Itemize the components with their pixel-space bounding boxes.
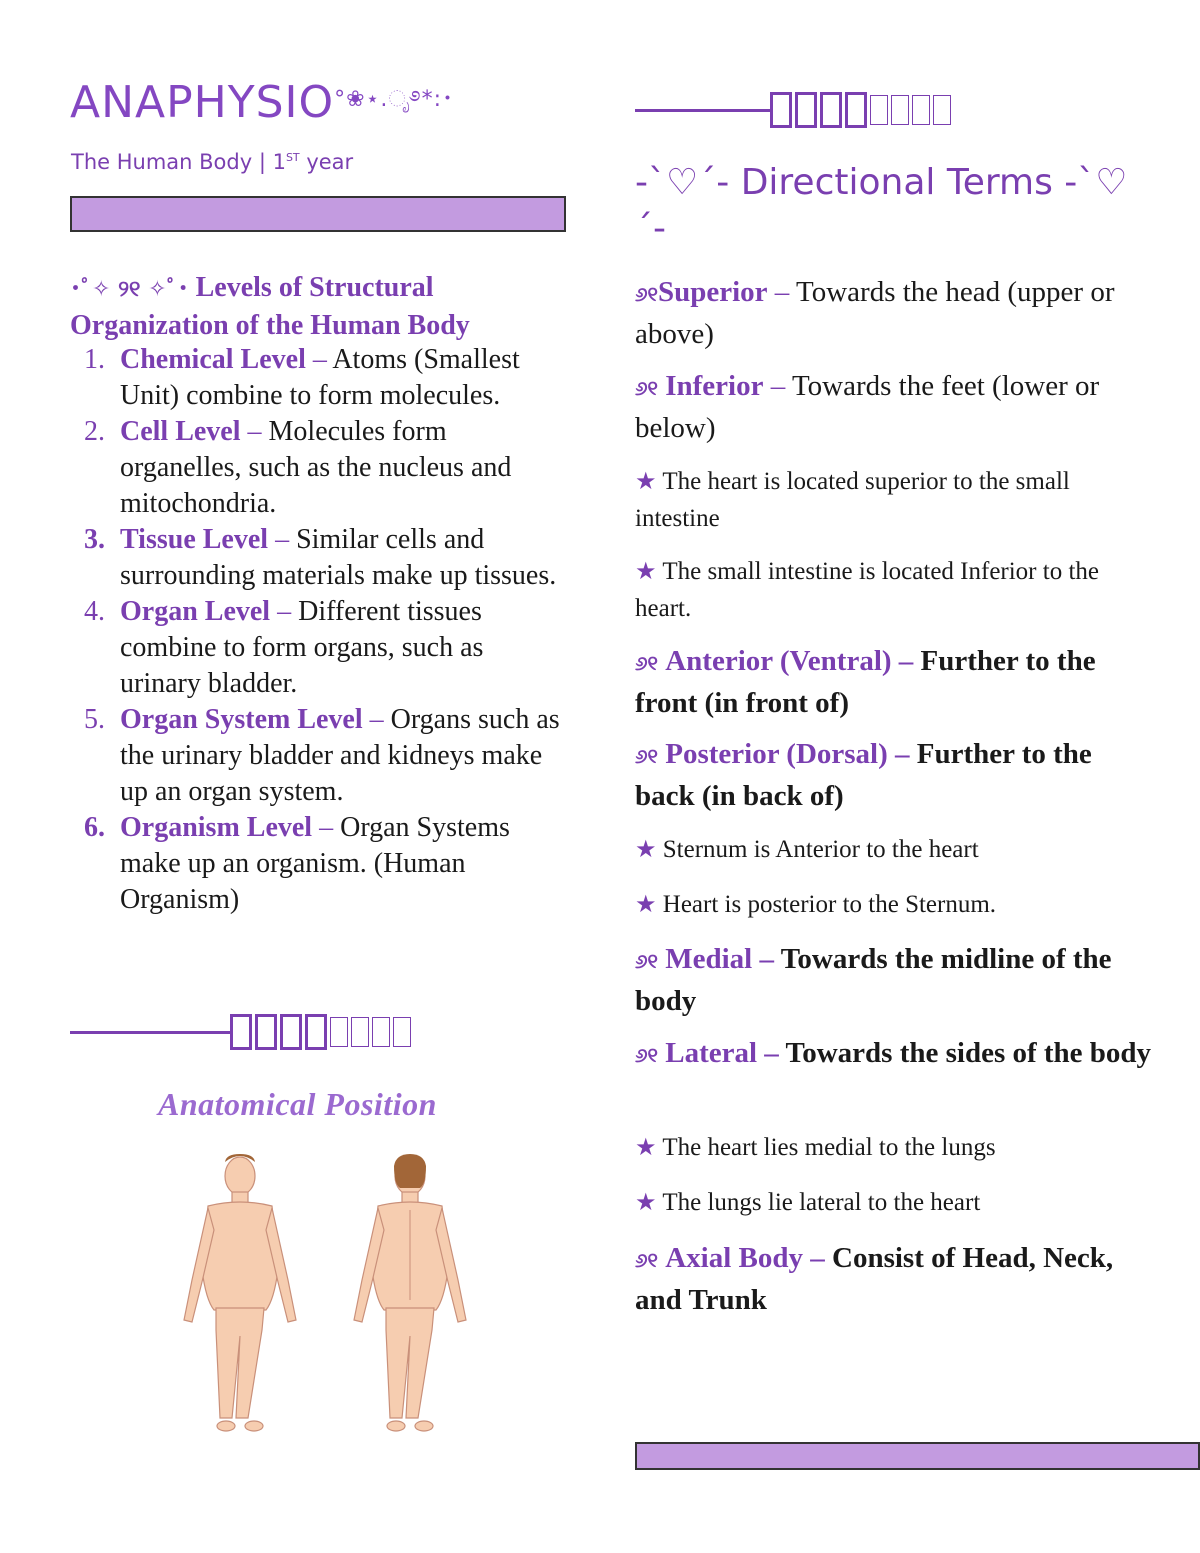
subtitle-sup: ST	[285, 151, 300, 164]
list-item: 1. Chemical Level – Atoms (Smallest Unit) combine to form molecules.	[84, 344, 520, 411]
list-item: 2. Cell Level – Molecules form organelles, such as the nucleus and mitochondria.	[84, 416, 512, 519]
example-text: Heart is posterior to the Sternum.	[662, 891, 997, 918]
example-text: The heart is located superior to the small intestine	[635, 468, 1070, 532]
star-icon: ★	[635, 1133, 657, 1161]
example-text: The heart lies medial to the lungs	[662, 1134, 996, 1161]
list-item: 5. Organ System Level – Organs such as the urinary bladder and kidneys make up an organ system.	[84, 704, 560, 807]
hook-icon: ୬୧	[635, 744, 658, 768]
levels-heading-text: Levels of Structural Organization of the Human Body	[70, 272, 470, 341]
level-desc: Atoms (Smallest Unit) combine to form molecules.	[120, 344, 520, 411]
subtitle-pre: The Human Body | 1	[71, 150, 286, 174]
term-desc: Towards the head (upper or above)	[635, 276, 1115, 350]
term-name: Anterior (Ventral)	[665, 645, 892, 677]
level-desc: Similar cells and surrounding materials make up tissues.	[120, 524, 557, 591]
hook-icon: ୬୧	[635, 1248, 658, 1272]
hook-icon: ୬୧	[635, 376, 658, 400]
example-4	[635, 886, 1155, 923]
term-lateral	[635, 1033, 1155, 1075]
term-medial	[635, 939, 1155, 1021]
star-icon: ★	[635, 467, 657, 495]
dash: –	[767, 276, 797, 308]
item-number: 1.	[84, 344, 105, 375]
dash: –	[891, 645, 921, 677]
hook-icon: ୬୧	[635, 1043, 658, 1067]
level-name: Organ System Level	[120, 704, 363, 735]
item-number: 2.	[84, 416, 105, 447]
star-icon: ★	[635, 1188, 657, 1216]
term-name: Superior	[657, 276, 768, 308]
term-name: Medial	[665, 943, 753, 975]
anatomical-figure-back	[340, 1150, 480, 1440]
levels-heading-deco: ･ﾟ✧ ୨୧ ✧ﾟ･	[70, 277, 189, 302]
term-name: Posterior (Dorsal)	[665, 738, 888, 770]
dash: –	[887, 738, 917, 770]
subtitle-post: year	[299, 150, 354, 174]
level-desc: Different tissues combine to form organs, such as urinary bladder.	[120, 596, 484, 699]
term-name: Axial Body	[665, 1242, 804, 1274]
example-1	[635, 463, 1155, 537]
footer-bar	[635, 1442, 1200, 1470]
section-divider	[635, 92, 935, 130]
anatomical-figure-front	[170, 1150, 310, 1440]
item-number: 4.	[84, 596, 105, 627]
level-desc: Molecules form organelles, such as the nucleus and mitochondria.	[120, 416, 512, 519]
level-name: Cell Level	[120, 416, 241, 447]
star-icon: ★	[635, 890, 657, 918]
item-number: 6.	[84, 812, 105, 843]
term-superior	[635, 272, 1155, 354]
title-decoration: °❀⋆.ೃ࿔*:･	[334, 87, 454, 112]
level-desc: Organs such as the urinary bladder and kidneys make up an organ system.	[120, 704, 560, 807]
item-number: 5.	[84, 704, 105, 735]
level-desc: Organ Systems make up an organism. (Human Organism)	[120, 812, 510, 915]
term-inferior	[635, 366, 1155, 448]
term-name: Inferior	[665, 370, 764, 402]
example-text: Sternum is Anterior to the heart	[662, 836, 979, 863]
section-divider	[70, 1014, 410, 1052]
example-2	[635, 553, 1155, 627]
example-text: The small intestine is located Inferior to the heart.	[635, 558, 1099, 622]
hook-icon: ୬୧	[635, 651, 658, 675]
term-desc: Further to the back (in back of)	[635, 738, 1092, 812]
level-name: Chemical Level	[120, 344, 306, 375]
item-number: 3.	[84, 524, 105, 555]
subtitle	[71, 150, 353, 174]
example-6	[635, 1184, 1155, 1221]
level-name: Tissue Level	[120, 524, 269, 555]
directional-terms-heading: -`♡´- Directional Terms -`♡´-	[635, 162, 1128, 249]
term-desc: Further to the front (in front of)	[635, 645, 1096, 719]
term-desc: Towards the sides of the body	[785, 1037, 1152, 1069]
term-desc: Consist of Head, Neck, and Trunk	[635, 1242, 1114, 1316]
example-text: The lungs lie lateral to the heart	[662, 1189, 981, 1216]
anatomical-position-heading: Anatomical Position	[158, 1086, 437, 1122]
title-text: ANAPHYSIO	[70, 77, 335, 128]
dash: –	[763, 370, 792, 402]
level-name: Organ Level	[120, 596, 271, 627]
hook-icon: ୬୧	[635, 949, 658, 973]
star-icon: ★	[635, 835, 657, 863]
header-bar	[70, 196, 566, 232]
term-desc: Towards the feet (lower or below)	[635, 370, 1100, 444]
hook-icon: ୬୧	[635, 282, 658, 306]
list-item: 6. Organism Level – Organ Systems make up an organism. (Human Organism)	[84, 812, 510, 915]
dash: –	[803, 1242, 833, 1274]
term-name: Lateral	[665, 1037, 758, 1069]
dash: –	[757, 1037, 786, 1069]
term-axial-body	[635, 1238, 1155, 1320]
levels-list	[70, 342, 570, 918]
list-item: 3. Tissue Level – Similar cells and surrounding materials make up tissues.	[84, 524, 557, 591]
page-title	[70, 74, 454, 136]
term-posterior	[635, 734, 1155, 816]
levels-heading	[70, 270, 570, 344]
example-3	[635, 831, 1155, 868]
level-name: Organism Level	[120, 812, 313, 843]
list-item: 4. Organ Level – Different tissues combine to form organs, such as urinary bladder.	[84, 596, 484, 699]
dash: –	[752, 943, 781, 975]
term-desc: Towards the midline of the body	[635, 943, 1112, 1017]
example-5	[635, 1129, 1155, 1166]
term-anterior	[635, 641, 1155, 723]
star-icon: ★	[635, 557, 657, 585]
